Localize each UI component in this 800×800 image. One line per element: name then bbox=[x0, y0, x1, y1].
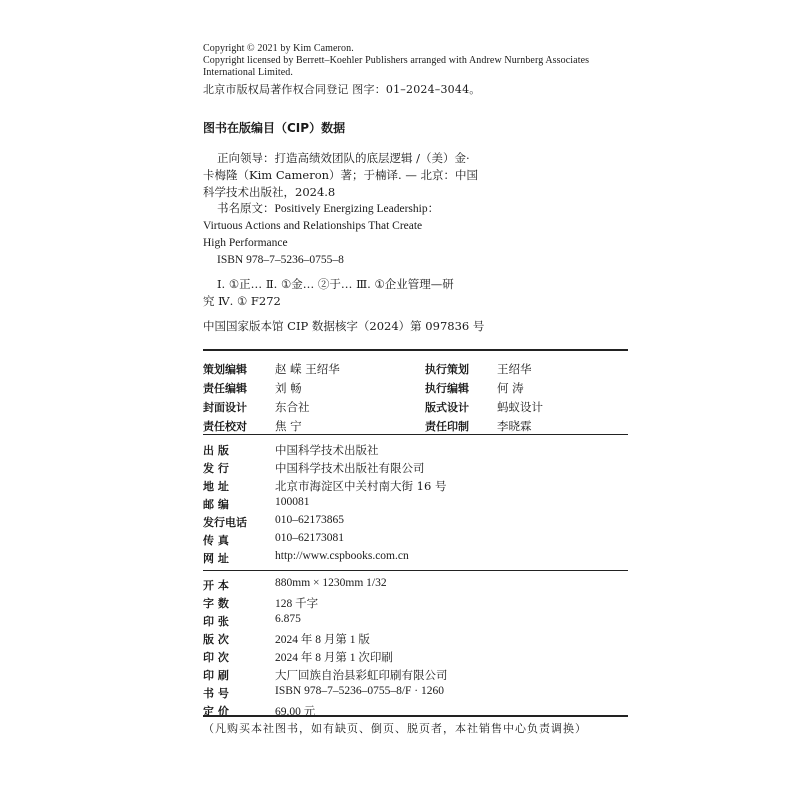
spec-value: 2024 年 8 月第 1 次印刷 bbox=[275, 652, 393, 664]
cip-line: 书名原文：Positively Energizing Leadership： bbox=[217, 203, 440, 215]
staff-label: 责任印制 bbox=[425, 420, 469, 433]
cip-line: 正向领导：打造高绩效团队的底层逻辑 /（美）金· bbox=[217, 151, 470, 165]
publisher-value: 北京市海淀区中关村南大街 16 号 bbox=[275, 479, 447, 493]
publisher-value: 010–62173081 bbox=[275, 532, 344, 544]
spec-value: ISBN 978–7–5236–0755–8/F · 1260 bbox=[275, 685, 444, 697]
cip-line: High Performance bbox=[203, 237, 288, 249]
copyright-line: Copyright licensed by Berrett–Koehler Publishers arranged with Andrew Nurnberg Associates bbox=[203, 55, 590, 66]
staff-value: 蚂蚁设计 bbox=[497, 400, 543, 414]
publisher-label: 传 真 bbox=[203, 534, 229, 547]
spec-value: 128 千字 bbox=[275, 598, 319, 610]
publisher-label: 邮 编 bbox=[203, 498, 229, 511]
cip-line: 究 Ⅳ. ① F272 bbox=[203, 294, 281, 308]
staff-label: 封面设计 bbox=[203, 401, 247, 414]
divider bbox=[203, 434, 628, 435]
staff-label: 策划编辑 bbox=[203, 363, 247, 376]
spec-value: 大厂回族自治县彩虹印刷有限公司 bbox=[275, 668, 448, 682]
publisher-value: 中国科学技术出版社 bbox=[275, 443, 379, 457]
footer-note: （凡购买本社图书，如有缺页、倒页、脱页者，本社销售中心负责调换） bbox=[203, 722, 587, 735]
divider bbox=[203, 349, 628, 351]
cip-heading: 图书在版编目（CIP）数据 bbox=[203, 121, 346, 135]
staff-value: 刘 畅 bbox=[275, 381, 302, 395]
copyright-block bbox=[203, 43, 589, 79]
spec-label: 定 价 bbox=[203, 705, 229, 718]
spec-value: 2024 年 8 月第 1 版 bbox=[275, 634, 370, 646]
spec-label: 书 号 bbox=[203, 687, 229, 700]
copyright-line: International Limited. bbox=[203, 67, 293, 78]
isbn-line: ISBN 978–7–5236–0755–8 bbox=[217, 254, 344, 266]
divider bbox=[203, 570, 628, 571]
publisher-value: 中国科学技术出版社有限公司 bbox=[275, 461, 425, 475]
publisher-label: 网 址 bbox=[203, 552, 229, 565]
spec-label: 印 次 bbox=[203, 651, 229, 664]
staff-label: 责任校对 bbox=[203, 420, 247, 433]
publisher-value: 100081 bbox=[275, 496, 310, 508]
staff-label: 执行策划 bbox=[425, 363, 469, 376]
staff-label: 责任编辑 bbox=[203, 382, 247, 395]
spec-value: 69.00 元 bbox=[275, 706, 316, 718]
publisher-label: 地 址 bbox=[203, 480, 229, 493]
cip-number: 中国国家版本馆 CIP 数据核字（2024）第 097836 号 bbox=[203, 319, 485, 333]
publisher-label: 发行电话 bbox=[203, 516, 247, 529]
cip-line: 卡梅隆（Kim Cameron）著；于楠译. — 北京：中国 bbox=[203, 168, 478, 182]
publisher-label: 出 版 bbox=[203, 444, 229, 457]
spec-label: 字 数 bbox=[203, 597, 229, 610]
cip-line: Virtuous Actions and Relationships That Create bbox=[203, 220, 423, 232]
staff-value: 焦 宁 bbox=[275, 419, 302, 433]
staff-value: 王绍华 bbox=[497, 362, 532, 376]
publisher-value: 010–62173865 bbox=[275, 514, 344, 526]
staff-value: 李晓霖 bbox=[497, 419, 532, 433]
publisher-label: 发 行 bbox=[203, 462, 229, 475]
spec-label: 印 张 bbox=[203, 615, 229, 628]
spec-value: 880mm × 1230mm 1/32 bbox=[275, 577, 387, 589]
staff-value: 东合社 bbox=[275, 400, 310, 414]
staff-value: 赵 嵘 王绍华 bbox=[275, 362, 340, 376]
cip-entry bbox=[203, 150, 623, 310]
spec-label: 开 本 bbox=[203, 579, 229, 592]
spec-label: 版 次 bbox=[203, 633, 229, 646]
copyright-registration: 北京市版权局著作权合同登记 图字：01–2024–3044。 bbox=[203, 83, 481, 96]
divider bbox=[203, 715, 628, 717]
staff-label: 执行编辑 bbox=[425, 382, 469, 395]
cip-line: Ⅰ. ①正… Ⅱ. ①金… ②于… Ⅲ. ①企业管理—研 bbox=[217, 277, 454, 291]
spec-value: 6.875 bbox=[275, 613, 301, 625]
website-link[interactable]: http://www.cspbooks.com.cn bbox=[275, 550, 409, 562]
copyright-line: Copyright © 2021 by Kim Cameron. bbox=[203, 43, 354, 54]
staff-value: 何 涛 bbox=[497, 381, 524, 395]
cip-line: 科学技术出版社，2024.8 bbox=[203, 185, 336, 199]
spec-label: 印 刷 bbox=[203, 669, 229, 682]
staff-label: 版式设计 bbox=[425, 401, 469, 414]
